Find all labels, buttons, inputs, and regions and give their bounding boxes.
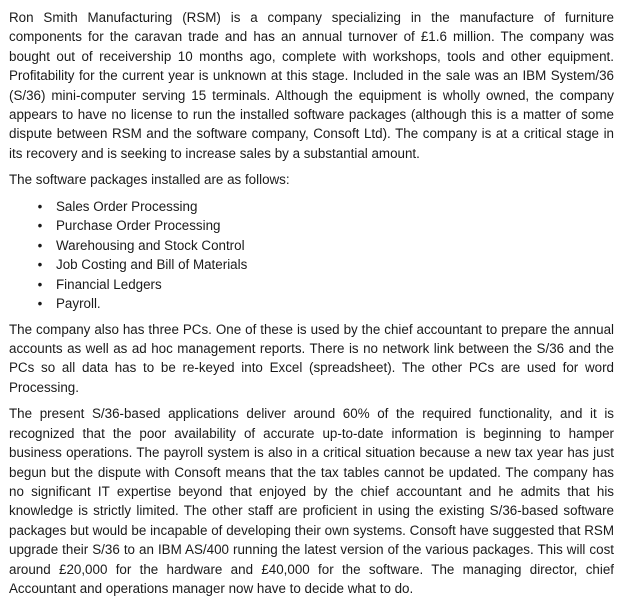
intro-paragraph: Ron Smith Manufacturing (RSM) is a company specializing in the manufacture of furniture components for the caravan trade and has an annual turnover of £1.6 million. The company was bought out of receivership 10 months ago, complete with workshops, tools and other equipment. Profitability for the current year is unknown at this stage. Included in the sale was an IBM System/36 (S/36) mini-computer serving 15 terminals. Although the equipment is wholly owned, the company appears to have no license to run the installed software packages (although this is a matter of some dispute between RSM and the software company, Consoft Ltd). The company is at a critical stage in its recovery and is seeking to increase sales by a substantial amount.	[9, 10, 614, 161]
pcs-paragraph: The company also has three PCs. One of these is used by the chief accountant to prepare the annual accounts as well as ad hoc management reports. There is no network link between the S/36 and the PCs so all data has to be re-keyed into Excel (spreadsheet). The other PCs are used for word Processing.	[9, 321, 614, 395]
list-item	[9, 197, 614, 217]
list-item-text: Financial Ledgers	[56, 276, 162, 292]
final-paragraph: The present S/36-based applications deliver around 60% of the required functionality, and it is recognized that the poor availability of accurate up-to-date information is beginning to hamper business operations. The payroll system is also in a critical situation because a new tax year has just begun but the dispute with Consoft means that the tax tables cannot be updated. The company has no significant IT expertise beyond that enjoyed by the chief accountant and he admits that his knowledge is strictly limited. The other staff are proficient in using the existing S/36-based software packages but would be incapable of developing their own systems. Consoft have suggested that RSM upgrade their S/36 to an IBM AS/400 running the latest version of the various packages. This will cost around £20,000 for the hardware and £40,000 for the software. The managing director, chief Accountant and operations manager now have to decide what to do.	[9, 406, 614, 596]
bullet-icon: •	[37, 237, 43, 253]
list-item-text: Job Costing and Bill of Materials	[56, 257, 248, 273]
list-item	[9, 294, 614, 314]
list-intro: The software packages installed are as follows:	[9, 172, 290, 188]
list-item	[9, 255, 614, 275]
list-item	[9, 236, 614, 256]
list-item-text: Payroll.	[56, 296, 101, 312]
bullet-icon: •	[37, 257, 43, 273]
list-item-text: Sales Order Processing	[56, 198, 198, 214]
bullet-icon: •	[37, 198, 43, 214]
bullet-icon: •	[37, 276, 43, 292]
software-package-list	[9, 197, 614, 314]
list-item-text: Warehousing and Stock Control	[56, 237, 245, 253]
bullet-icon: •	[37, 218, 43, 234]
list-item	[9, 216, 614, 236]
list-item	[9, 275, 614, 295]
list-item-text: Purchase Order Processing	[56, 218, 221, 234]
bullet-icon: •	[37, 296, 43, 312]
